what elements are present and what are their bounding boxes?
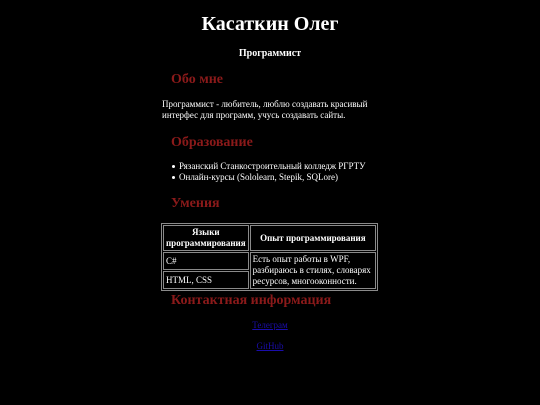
github-link[interactable]: GitHub [256,341,284,351]
table-row [163,252,376,270]
contacts-heading: Контактная информация [171,293,332,308]
contact-link-row [0,320,540,331]
education-item [172,172,366,183]
about-heading: Обо мне [171,72,224,87]
education-list [172,161,366,183]
education-item-text: Онлайн-курсы (Sololearn, Stepik, SQLore) [179,172,338,182]
skills-table [161,223,378,291]
skills-heading: Умения [171,196,220,211]
table-header-row [163,225,376,251]
education-item-text: Рязанский Станкостроительный колледж РГРТУ [179,161,366,171]
language-cell: C# [163,252,249,270]
education-item [172,161,366,172]
person-name: Касаткин Олег [201,13,339,35]
experience-cell: Есть опыт работы в WPF, разбираюсь в стилях, словарях ресурсов, многооконности. [250,252,376,289]
profession-title: Программист [238,48,302,59]
bullet-icon [172,176,175,179]
education-heading: Образование [171,135,253,150]
about-text: Программист - любитель, люблю создавать красивый интерфес для программ, учусь создавать сайты. [162,99,368,120]
telegram-link[interactable]: Телеграм [252,320,288,330]
column-header-languages: Языки программирования [163,225,249,251]
contact-link-row [0,341,540,352]
bullet-icon [172,165,175,168]
language-cell: HTML, CSS [163,271,249,289]
column-header-experience: Опыт программирования [250,225,376,251]
